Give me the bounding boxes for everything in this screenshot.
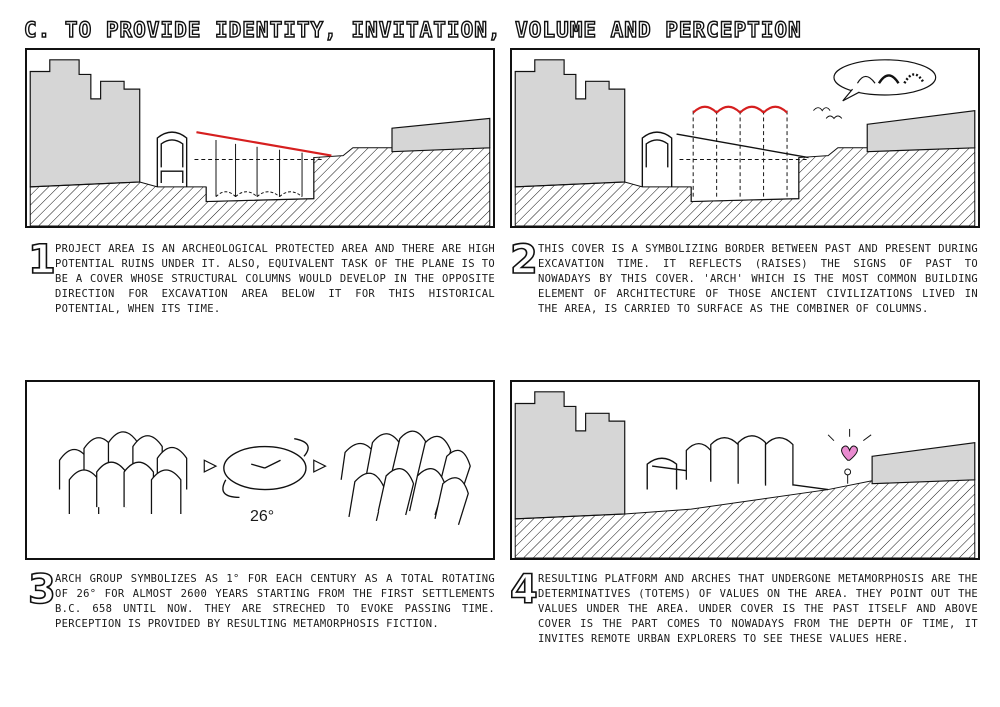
panel-4-drawing — [512, 382, 978, 558]
caption-2-body: THIS COVER IS A SYMBOLIZING BORDER BETWEEN PAST AND PRESENT DURING EXCAVATION TIME. IT REFLECTS (RAISES) THE SIGNS OF PAST TO NOWADAYS BY THIS COVER. 'ARCH' WHICH IS THE MOST COMMON BUILDING ELEMENT OF ARCHITECTURE OF THOSE ANCIENT CIVILIZATIONS LIVED IN THE AREA, IS CARRIED TO SURFACE AS THE COMBINER OF COLUMNS. — [538, 243, 978, 315]
caption-4-text — [538, 572, 978, 647]
excitement-lines — [828, 429, 871, 441]
rotation-angle-label: 26° — [250, 508, 275, 525]
panel-4-sketch — [510, 380, 980, 560]
metamorphosed-arches — [686, 436, 793, 486]
clock-icon — [223, 439, 308, 498]
excavation-outline — [206, 158, 314, 202]
right-building — [392, 118, 490, 151]
ruin-arches — [642, 132, 671, 187]
caption-1-text — [55, 242, 495, 317]
arch-group-initial — [60, 432, 187, 514]
red-cover-plane — [196, 132, 331, 155]
caption-1-body: PROJECT AREA IS AN ARCHEOLOGICAL PROTECTED AREA AND THERE ARE HIGH POTENTIAL RUINS UNDER IT. ALSO, EQUIVALENT TASK OF THE PLANE IS TO BE A COVER WHOSE STRUCTURAL COLUMNS WOULD DEVELOP IN THE OPPOSITE DIRECTION FOR EXCAVATION AREA BELOW IT FOR THIS HISTORICAL POTENTIAL, WHEN ITS TIME. — [55, 243, 495, 315]
left-building — [515, 392, 625, 519]
birds-icon — [813, 108, 841, 119]
page-title: C. TO PROVIDE IDENTITY, INVITATION, VOLUME AND PERCEPTION — [24, 18, 802, 42]
caption-2-number: 2 — [510, 237, 538, 283]
panel-3-sketch — [25, 380, 495, 560]
ruin-arches — [157, 132, 186, 187]
arch-thought-bubble — [834, 60, 936, 101]
panel-1-drawing — [27, 50, 493, 226]
caption-3-text — [55, 572, 495, 632]
red-arches — [693, 107, 787, 113]
right-building — [872, 443, 975, 484]
arrow-right-icon — [204, 460, 216, 472]
arrow-right-icon — [314, 460, 326, 472]
left-building — [30, 60, 140, 187]
caption-3-body: ARCH GROUP SYMBOLIZES AS 1° FOR EACH CENTURY AS A TOTAL ROTATING OF 26° FOR ALMOST 2600 YEARS STARTING FROM THE FIRST SETTLEMENTS B.C. 658 UNTIL NOW. THEY ARE STRECHED TO EVOKE PASSING TIME. PERCEPTION IS PROVIDED BY RESULTING METAMORPHOSIS FICTION. — [55, 573, 495, 630]
panel-2-sketch — [510, 48, 980, 228]
ruin-arches — [647, 458, 676, 489]
person-icon — [845, 469, 851, 484]
caption-3-number: 3 — [28, 567, 56, 613]
heart-icon — [842, 446, 858, 460]
caption-4-number: 4 — [510, 567, 538, 613]
caption-4-body: RESULTING PLATFORM AND ARCHES THAT UNDERGONE METAMORPHOSIS ARE THE DETERMINATIVES (TOTEMS) OF VALUES ON THE AREA. THEY POINT OUT THE VALUES UNDER THE AREA. UNDER COVER IS THE PAST ITSELF AND ABOVE COVER IS THE PART COMES TO NOWADAYS FROM THE DEPTH OF TIME, IT INVITES REMOTE URBAN EXPLORERS TO SEE THESE VALUES HERE. — [538, 573, 978, 645]
cover-plane — [677, 134, 809, 157]
panel-2-drawing — [512, 50, 978, 226]
left-building — [515, 60, 625, 187]
panel-1-sketch — [25, 48, 495, 228]
panel-3-drawing — [27, 382, 493, 558]
right-building — [867, 111, 975, 152]
arch-group-rotated — [341, 431, 470, 525]
caption-2-text — [538, 242, 978, 317]
caption-1-number: 1 — [28, 237, 56, 283]
excavation-outline — [691, 158, 799, 202]
